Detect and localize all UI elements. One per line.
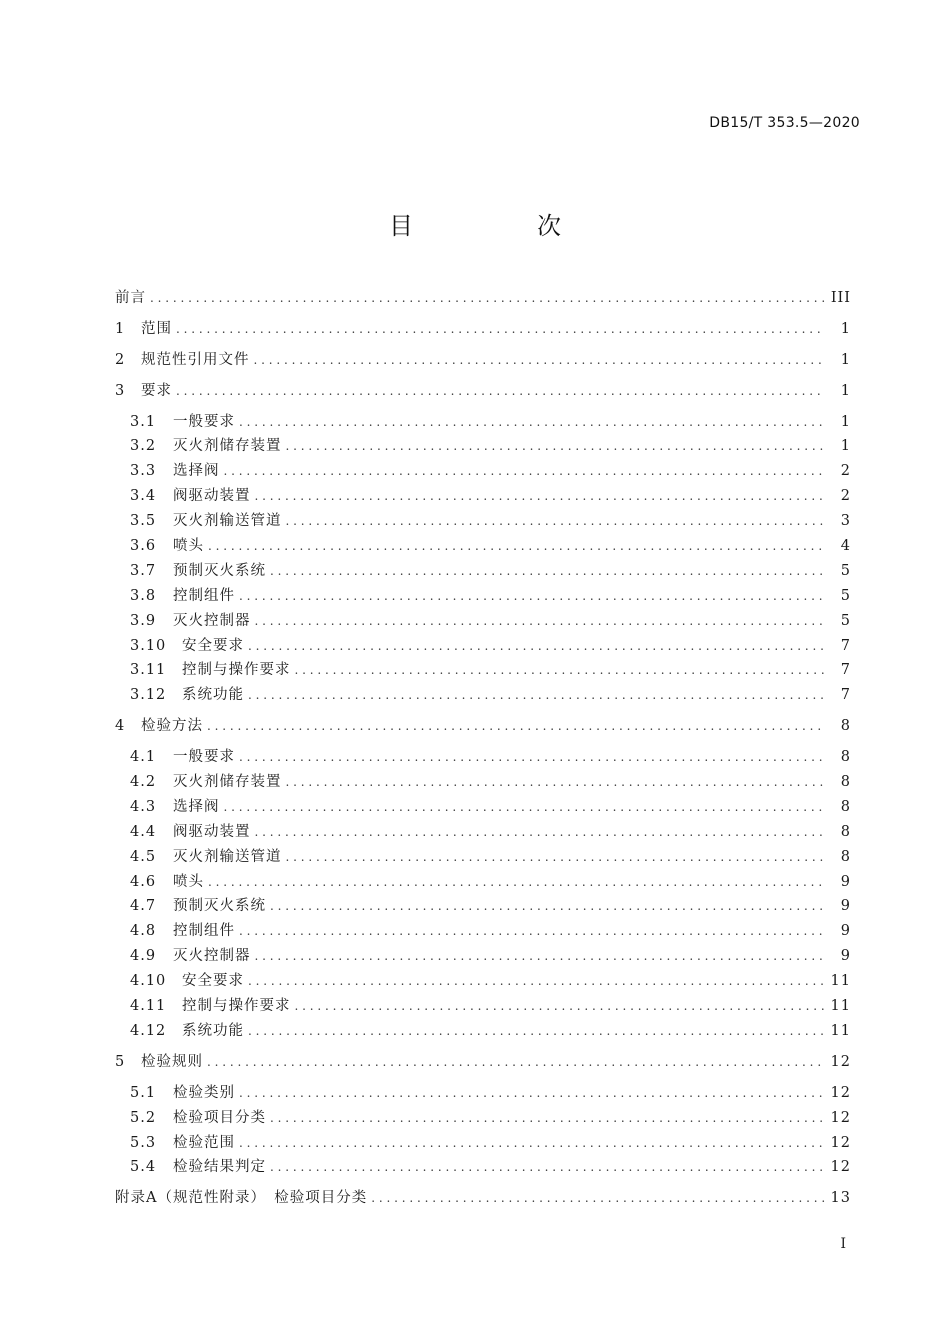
dot-leader bbox=[255, 944, 826, 969]
dot-leader bbox=[239, 584, 825, 609]
dot-leader bbox=[248, 969, 825, 994]
toc-entry-label: 检验范围 bbox=[173, 1134, 235, 1151]
toc-entry[interactable] bbox=[115, 379, 851, 404]
toc-entry[interactable] bbox=[115, 584, 851, 609]
toc-entry-number: 3.2 bbox=[130, 438, 157, 455]
dot-leader bbox=[255, 484, 826, 509]
dot-leader bbox=[176, 317, 825, 342]
dot-leader bbox=[239, 1131, 825, 1156]
toc-entry-page: 5 bbox=[840, 587, 851, 604]
toc-entry-page: 4 bbox=[840, 538, 851, 555]
toc-entry[interactable] bbox=[115, 1106, 851, 1131]
toc-entry-page: 13 bbox=[830, 1190, 851, 1207]
dot-leader bbox=[239, 919, 825, 944]
toc-entry-number: 4.7 bbox=[130, 898, 157, 915]
toc-entry[interactable] bbox=[115, 1019, 851, 1044]
toc-entry-number: 4.11 bbox=[130, 998, 167, 1015]
toc-entry-label: 范围 bbox=[141, 320, 172, 337]
toc-entry-page: 1 bbox=[840, 382, 851, 399]
toc-entry-number: 3.9 bbox=[130, 612, 157, 629]
dot-leader bbox=[254, 348, 826, 373]
toc-entry-number: 4.8 bbox=[130, 923, 157, 940]
toc-entry[interactable] bbox=[115, 410, 851, 435]
toc-entry[interactable] bbox=[115, 348, 851, 373]
toc-entry-label: 灭火控制器 bbox=[173, 612, 251, 629]
toc-entry-number: 4.1 bbox=[130, 749, 157, 766]
toc-entry[interactable] bbox=[115, 969, 851, 994]
toc-entry[interactable] bbox=[115, 658, 851, 683]
dot-leader bbox=[207, 1050, 825, 1075]
toc-entry[interactable] bbox=[115, 745, 851, 770]
toc-entry-page: 5 bbox=[840, 612, 851, 629]
toc-entry-label: 系统功能 bbox=[182, 1022, 244, 1039]
dot-leader bbox=[248, 1019, 825, 1044]
toc-entry[interactable] bbox=[115, 434, 851, 459]
toc-entry[interactable] bbox=[115, 1050, 851, 1075]
toc-entry-page: 8 bbox=[840, 718, 851, 735]
toc-entry-number: 4.2 bbox=[130, 774, 157, 791]
toc-entry[interactable] bbox=[115, 770, 851, 795]
dot-leader bbox=[224, 795, 826, 820]
toc-entry-page: 9 bbox=[840, 948, 851, 965]
toc-entry-label: 预制灭火系统 bbox=[173, 562, 266, 579]
dot-leader bbox=[208, 534, 825, 559]
toc-entry-number: 4.10 bbox=[130, 973, 167, 990]
toc-entry-number: 5.3 bbox=[130, 1134, 157, 1151]
toc-entry-number: 4.3 bbox=[130, 798, 157, 815]
toc-entry[interactable] bbox=[115, 1155, 851, 1180]
document-code: DB15/T 353.5—2020 bbox=[709, 115, 860, 131]
toc-entry-number: 3.7 bbox=[130, 562, 157, 579]
toc-entry[interactable] bbox=[115, 994, 851, 1019]
toc-entry-label: 灭火剂储存装置 bbox=[173, 774, 282, 791]
dot-leader bbox=[270, 1106, 825, 1131]
toc-entry-label: 选择阀 bbox=[173, 798, 220, 815]
toc-entry-label: 选择阀 bbox=[173, 463, 220, 480]
toc-entry[interactable] bbox=[115, 317, 851, 342]
toc-entry-label: 阀驱动装置 bbox=[173, 488, 251, 505]
dot-leader bbox=[239, 745, 825, 770]
toc-entry-label: 附录A（规范性附录） 检验项目分类 bbox=[115, 1190, 368, 1207]
dot-leader bbox=[286, 845, 826, 870]
toc-entry[interactable] bbox=[115, 509, 851, 534]
toc-entry-number: 3.10 bbox=[130, 637, 167, 654]
toc-entry-label: 检验结果判定 bbox=[173, 1159, 266, 1176]
toc-entry-page: 9 bbox=[840, 923, 851, 940]
toc-entry-page: 2 bbox=[840, 463, 851, 480]
toc-entry-number: 4 bbox=[115, 718, 126, 735]
toc-entry-label: 系统功能 bbox=[182, 687, 244, 704]
toc-entry-page: 12 bbox=[830, 1109, 851, 1126]
toc-entry-label: 一般要求 bbox=[173, 749, 235, 766]
dot-leader bbox=[255, 609, 826, 634]
toc-entry-label: 前言 bbox=[115, 290, 146, 306]
toc-entry-number: 3.12 bbox=[130, 687, 167, 704]
toc-entry-number: 4.6 bbox=[130, 873, 157, 890]
toc-entry-number: 2 bbox=[115, 351, 126, 368]
toc-entry-page: 1 bbox=[840, 351, 851, 368]
toc-entry-label: 灭火剂储存装置 bbox=[173, 438, 282, 455]
toc-entry-number: 3.4 bbox=[130, 488, 157, 505]
toc-entry-number: 5.1 bbox=[130, 1084, 157, 1101]
toc-entry[interactable] bbox=[115, 534, 851, 559]
toc-entry-page: 7 bbox=[840, 687, 851, 704]
toc-entry[interactable] bbox=[115, 609, 851, 634]
toc-entry-label: 喷头 bbox=[173, 538, 204, 555]
toc-entry-page: 8 bbox=[840, 798, 851, 815]
dot-leader bbox=[270, 1155, 825, 1180]
toc-entry-page: 8 bbox=[840, 749, 851, 766]
toc-entry-label: 检验项目分类 bbox=[173, 1109, 266, 1126]
dot-leader bbox=[207, 714, 825, 739]
toc-entry-number: 4.5 bbox=[130, 848, 157, 865]
toc-entry-number: 3.1 bbox=[130, 413, 157, 430]
toc-entry-label: 检验规则 bbox=[141, 1053, 203, 1070]
toc-entry-number: 5.2 bbox=[130, 1109, 157, 1126]
toc-entry-number: 1 bbox=[115, 320, 126, 337]
toc-entry-number: 3.6 bbox=[130, 538, 157, 555]
toc-entry-number: 3.11 bbox=[130, 662, 167, 679]
toc-entry[interactable] bbox=[115, 683, 851, 708]
toc-entry[interactable] bbox=[115, 870, 851, 895]
toc-entry[interactable] bbox=[115, 484, 851, 509]
toc-entry[interactable] bbox=[115, 795, 851, 820]
toc-entry-label: 安全要求 bbox=[182, 637, 244, 654]
dot-leader bbox=[295, 994, 826, 1019]
toc-entry-number: 3 bbox=[115, 382, 126, 399]
toc-entry-page: III bbox=[830, 290, 851, 306]
dot-leader bbox=[286, 770, 826, 795]
dot-leader bbox=[270, 894, 825, 919]
toc-entry-page: 12 bbox=[830, 1134, 851, 1151]
toc-entry[interactable] bbox=[115, 634, 851, 659]
toc-entry-label: 检验方法 bbox=[141, 718, 203, 735]
toc-entry[interactable] bbox=[115, 286, 851, 311]
toc-entry[interactable] bbox=[115, 1131, 851, 1156]
toc-entry-label: 控制组件 bbox=[173, 587, 235, 604]
toc-entry-page: 5 bbox=[840, 562, 851, 579]
page-title: 目 次 bbox=[389, 212, 611, 240]
toc-entry-page: 2 bbox=[840, 488, 851, 505]
toc-entry-number: 4.4 bbox=[130, 823, 157, 840]
toc-entry-label: 灭火剂输送管道 bbox=[173, 513, 282, 530]
toc-entry-label: 安全要求 bbox=[182, 973, 244, 990]
toc-entry-label: 控制与操作要求 bbox=[182, 998, 291, 1015]
toc-entry-number: 5 bbox=[115, 1053, 126, 1070]
toc-entry-number: 3.3 bbox=[130, 463, 157, 480]
toc-entry-page: 11 bbox=[830, 998, 851, 1015]
toc-entry-label: 阀驱动装置 bbox=[173, 823, 251, 840]
toc-entry[interactable] bbox=[115, 459, 851, 484]
toc-entry[interactable] bbox=[115, 845, 851, 870]
toc-entry-label: 灭火控制器 bbox=[173, 948, 251, 965]
toc-entry-page: 11 bbox=[830, 1022, 851, 1039]
dot-leader bbox=[150, 286, 825, 311]
toc-entry-page: 1 bbox=[840, 320, 851, 337]
toc-entry-page: 12 bbox=[830, 1084, 851, 1101]
toc-entry-label: 规范性引用文件 bbox=[141, 351, 250, 368]
toc-entry-label: 喷头 bbox=[173, 873, 204, 890]
toc-entry[interactable] bbox=[115, 919, 851, 944]
toc-entry-label: 要求 bbox=[141, 382, 172, 399]
toc-entry[interactable] bbox=[115, 714, 851, 739]
toc-entry[interactable] bbox=[115, 559, 851, 584]
dot-leader bbox=[176, 379, 825, 404]
toc-entry-label: 控制与操作要求 bbox=[182, 662, 291, 679]
toc-entry-label: 控制组件 bbox=[173, 923, 235, 940]
toc-entry-label: 灭火剂输送管道 bbox=[173, 848, 282, 865]
toc-entry-number: 3.8 bbox=[130, 587, 157, 604]
dot-leader bbox=[248, 683, 825, 708]
toc-entry[interactable] bbox=[115, 1186, 851, 1211]
toc-entry-page: 12 bbox=[830, 1053, 851, 1070]
toc-entry-number: 3.5 bbox=[130, 513, 157, 530]
dot-leader bbox=[239, 1081, 825, 1106]
dot-leader bbox=[286, 509, 826, 534]
toc-entry-page: 12 bbox=[830, 1159, 851, 1176]
dot-leader bbox=[270, 559, 825, 584]
toc-entry[interactable] bbox=[115, 1081, 851, 1106]
dot-leader bbox=[371, 1186, 825, 1211]
toc-entry-page: 9 bbox=[840, 873, 851, 890]
toc-entry-number: 4.9 bbox=[130, 948, 157, 965]
dot-leader bbox=[248, 634, 825, 659]
toc-entry-number: 5.4 bbox=[130, 1159, 157, 1176]
toc-entry-page: 7 bbox=[840, 662, 851, 679]
toc-entry-page: 8 bbox=[840, 848, 851, 865]
toc-entry[interactable] bbox=[115, 894, 851, 919]
toc-entry-label: 预制灭火系统 bbox=[173, 898, 266, 915]
toc-entry-page: 9 bbox=[840, 898, 851, 915]
toc-entry-page: 8 bbox=[840, 774, 851, 791]
toc-entry-number: 4.12 bbox=[130, 1022, 167, 1039]
dot-leader bbox=[286, 434, 826, 459]
toc-entry-page: 7 bbox=[840, 637, 851, 654]
dot-leader bbox=[255, 820, 826, 845]
dot-leader bbox=[295, 658, 826, 683]
toc-entry-page: 11 bbox=[830, 973, 851, 990]
toc-entry-label: 检验类别 bbox=[173, 1084, 235, 1101]
toc-entry[interactable] bbox=[115, 820, 851, 845]
toc-entry-page: 1 bbox=[840, 413, 851, 430]
toc-entry-page: 1 bbox=[840, 438, 851, 455]
toc-entry-page: 8 bbox=[840, 823, 851, 840]
toc-entry-label: 一般要求 bbox=[173, 413, 235, 430]
toc-entry[interactable] bbox=[115, 944, 851, 969]
dot-leader bbox=[208, 870, 825, 895]
toc-entry-page: 3 bbox=[840, 513, 851, 530]
dot-leader bbox=[239, 410, 825, 435]
table-of-contents bbox=[115, 286, 851, 1211]
page-number: I bbox=[840, 1236, 846, 1252]
dot-leader bbox=[224, 459, 826, 484]
